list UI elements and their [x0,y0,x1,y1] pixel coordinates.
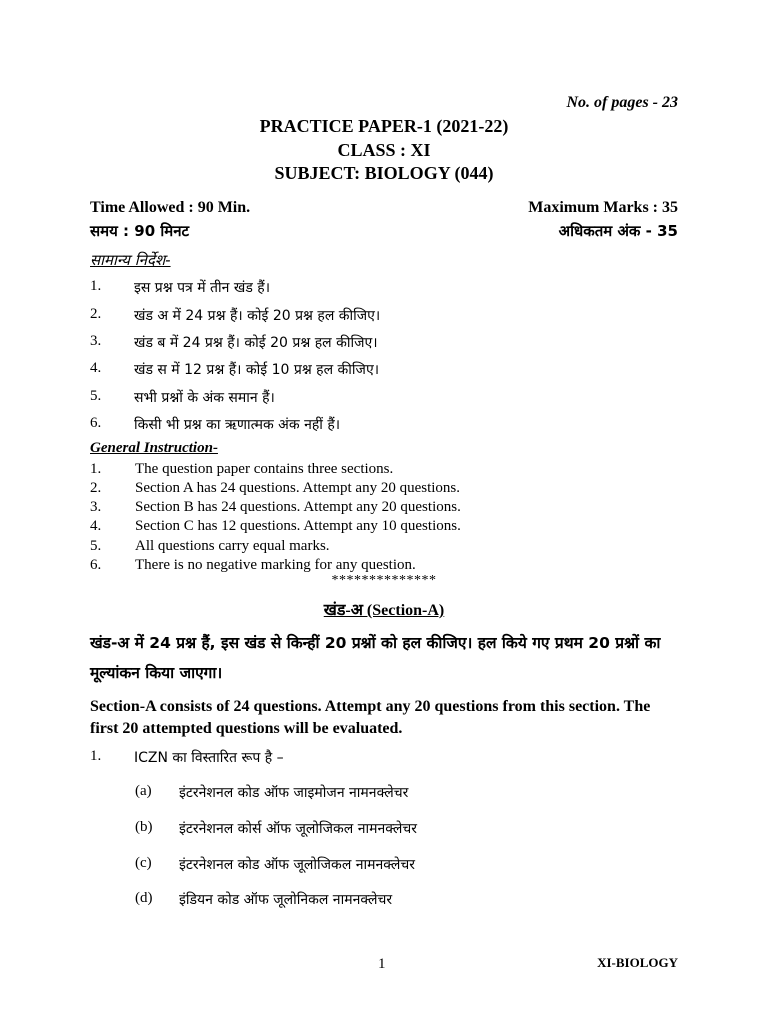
item-text: Section C has 12 questions. Attempt any 10 questions. [135,518,461,534]
section-heading-text: खंड-अ (Section-A) [323,602,445,619]
general-instruction-item [90,498,461,517]
item-text: All questions carry equal marks. [135,538,330,554]
separator-stars: ************** [331,573,437,588]
hindi-instructions-heading: सामान्य निर्देश- [90,251,171,269]
hindi-instruction-item [90,388,275,407]
item-number: 4. [90,360,102,376]
option-label: (c) [135,855,152,871]
option-text: इंटरनेशनल कोड ऑफ जूलोजिकल नामनक्लेचर [179,857,416,873]
general-instruction-item [90,460,393,479]
general-instruction-item [90,517,461,536]
page-number: 1 [378,956,386,972]
item-number: 6. [90,557,102,573]
general-instructions-heading: General Instruction- [90,440,218,456]
section-instructions-hindi: खंड-अ में 24 प्रश्न हैं, इस खंड से किन्हीं 20 प्रश्नों को हल कीजिए। हल किये गए प्रथम 20 प्रश्नों का मूल्यांकन किया जाएगा। [90,634,661,682]
option-label: (a) [135,783,152,799]
general-instruction-item [90,537,330,556]
meta-row-hindi [90,221,678,241]
option-label: (b) [135,819,153,835]
hindi-instruction-item [90,306,380,325]
pages-note: No. of pages - 23 [566,94,678,111]
option-text: इंडियन कोड ऑफ जूलोनिकल नामनक्लेचर [179,892,393,908]
item-number: 5. [90,388,102,404]
question-option [135,855,415,874]
question-text: ICZN का विस्तारित रूप है – [134,750,284,766]
maximum-marks-hindi: अधिकतम अंक - 35 [558,222,678,240]
question-1 [90,748,284,767]
maximum-marks: Maximum Marks : 35 [528,199,678,216]
item-number: 3. [90,333,102,349]
hindi-instruction-item [90,415,340,434]
item-text: खंड अ में 24 प्रश्न हैं। कोई 20 प्रश्न हल कीजिए। [134,308,381,324]
question-option [135,819,417,838]
item-number: 2. [90,306,102,322]
item-text: Section A has 24 questions. Attempt any 20 questions. [135,480,460,496]
hindi-instruction-item [90,360,379,379]
question-option [135,783,408,802]
item-number: 5. [90,538,102,554]
time-allowed-hindi: समय : 90 मिनट [90,222,190,240]
option-text: इंटरनेशनल कोड ऑफ जाइमोजन नामनक्लेचर [179,785,409,801]
item-number: 4. [90,518,102,534]
item-text: There is no negative marking for any question. [135,557,416,573]
item-number: 6. [90,415,102,431]
item-number: 1. [90,461,102,477]
item-number: 2. [90,480,102,496]
class-line: CLASS : XI [337,140,431,160]
section-heading [0,598,768,620]
item-text: खंड ब में 24 प्रश्न हैं। कोई 20 प्रश्न हल कीजिए। [134,335,378,351]
hindi-instruction-item [90,278,270,297]
item-text: सभी प्रश्नों के अंक समान हैं। [134,390,275,406]
item-text: Section B has 24 questions. Attempt any 20 questions. [135,499,461,515]
question-option [135,890,392,909]
item-text: इस प्रश्न पत्र में तीन खंड हैं। [134,280,271,296]
hindi-instruction-item [90,333,378,352]
meta-row-english [90,199,678,217]
paper-title: PRACTICE PAPER-1 (2021-22) [259,116,509,136]
item-number: 3. [90,499,102,515]
time-allowed: Time Allowed : 90 Min. [90,199,251,216]
option-text: इंटरनेशनल कोर्स ऑफ जूलोजिकल नामनक्लेचर [179,821,418,837]
item-text: खंड स में 12 प्रश्न हैं। कोई 10 प्रश्न हल कीजिए। [134,362,379,378]
item-text: किसी भी प्रश्न का ऋणात्मक अंक नहीं हैं। [134,417,341,433]
item-number: 1. [90,278,102,294]
question-number: 1. [90,748,102,764]
item-text: The question paper contains three sections. [135,461,394,477]
footer-subject: XI-BIOLOGY [597,955,678,970]
subject-line: SUBJECT: BIOLOGY (044) [274,163,494,183]
option-label: (d) [135,890,153,906]
general-instruction-item [90,479,460,498]
section-instructions-english: Section-A consists of 24 questions. Attempt any 20 questions from this section. The first 20 attempted questions will be evaluated. [90,698,651,737]
